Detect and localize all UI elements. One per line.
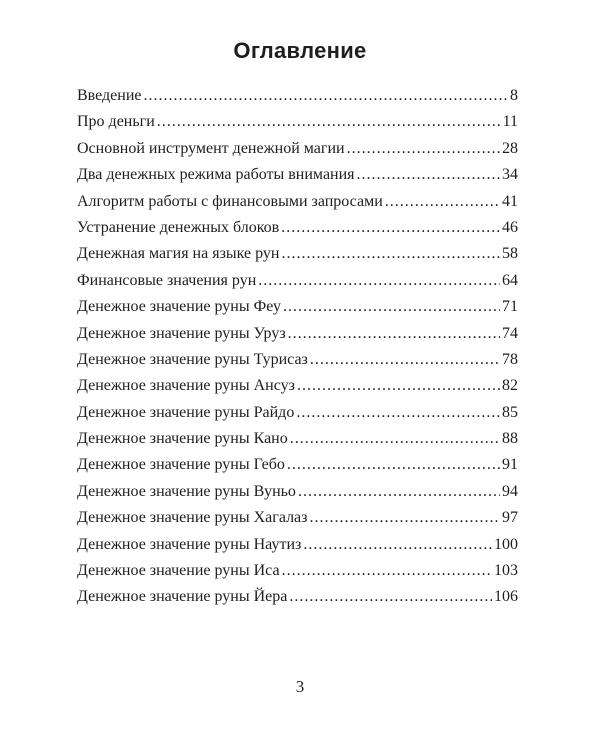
toc-entry-page: 78 (502, 350, 518, 368)
toc-entry-label: Денежное значение руны Турисаз (77, 350, 308, 368)
toc-entry (77, 162, 518, 188)
toc-entry-label: Денежное значение руны Ансуз (77, 377, 295, 395)
toc-entry (77, 321, 518, 347)
toc-entry (77, 268, 518, 294)
toc-entry-label: Финансовые значения рун (77, 271, 257, 289)
toc-entry (77, 426, 518, 452)
toc-entry-page: 100 (494, 535, 518, 553)
toc-entry (77, 347, 518, 373)
toc-entry-page: 103 (494, 562, 518, 580)
toc-entry-page: 46 (502, 218, 518, 236)
dot-leader (281, 241, 500, 267)
toc-entry (77, 83, 518, 109)
toc-entry-label: Денежное значение руны Иса (77, 562, 280, 580)
toc-entry-label: Устранение денежных блоков (77, 218, 280, 236)
dot-leader (283, 294, 500, 320)
toc-entry-label: Денежное значение руны Вуньо (77, 482, 296, 500)
toc-entry-page: 82 (502, 377, 518, 395)
toc-entry (77, 189, 518, 215)
dot-leader (157, 109, 501, 135)
toc-entry-page: 11 (502, 113, 518, 131)
toc-entry-page: 41 (502, 192, 518, 210)
dot-leader (347, 136, 500, 162)
toc-entry (77, 136, 518, 162)
toc-entry-page: 91 (502, 456, 518, 474)
toc-entry-page: 74 (502, 324, 518, 342)
dot-leader (385, 189, 500, 215)
toc-entry-label: Денежное значение руны Феу (77, 298, 281, 316)
toc-entry-label: Денежное значение руны Гебо (77, 456, 285, 474)
dot-leader (282, 558, 492, 584)
toc-entry (77, 400, 518, 426)
toc-entry-label: Денежное значение руны Кано (77, 430, 288, 448)
toc-entry (77, 584, 518, 610)
toc-entry (77, 109, 518, 135)
toc-entry (77, 532, 518, 558)
dot-leader (287, 452, 500, 478)
toc-entry-page: 28 (502, 139, 518, 157)
toc-entry-page: 97 (502, 509, 518, 527)
page-number: 3 (295, 677, 305, 696)
toc-entry-label: Два денежных режима работы внимания (77, 166, 355, 184)
toc-entry-page: 71 (502, 298, 518, 316)
toc-list (77, 83, 518, 611)
toc-entry-page: 58 (502, 245, 518, 263)
toc-entry-page: 8 (510, 87, 518, 104)
toc-entry-label: Денежная магия на языке рун (77, 245, 280, 263)
toc-entry-page: 64 (502, 271, 518, 289)
dot-leader (309, 505, 500, 531)
dot-leader (296, 400, 500, 426)
toc-entry-label: Введение (77, 87, 142, 104)
dot-leader (303, 532, 492, 558)
toc-entry (77, 294, 518, 320)
toc-entry (77, 479, 518, 505)
dot-leader (289, 584, 492, 610)
toc-entry-page: 94 (502, 482, 518, 500)
toc-entry (77, 452, 518, 478)
toc-entry-label: Алгоритм работы с финансовыми запросами (77, 192, 383, 210)
toc-entry-label: Денежное значение руны Йера (77, 588, 288, 606)
toc-entry (77, 215, 518, 241)
toc-entry-page: 34 (502, 166, 518, 184)
toc-entry (77, 505, 518, 531)
toc-entry (77, 241, 518, 267)
toc-entry-label: Денежное значение руны Уруз (77, 324, 286, 342)
dot-leader (297, 373, 500, 399)
toc-entry-page: 88 (502, 430, 518, 448)
toc-entry-label: Денежное значение руны Наутиз (77, 535, 302, 553)
dot-leader (288, 321, 500, 347)
toc-entry-page: 85 (502, 403, 518, 421)
dot-leader (357, 162, 500, 188)
toc-entry (77, 373, 518, 399)
toc-entry-label: Про деньги (77, 113, 155, 131)
dot-leader (290, 426, 500, 452)
toc-entry (77, 558, 518, 584)
page-title: Оглавление (233, 38, 367, 63)
dot-leader (298, 479, 500, 505)
toc-entry-page: 106 (494, 588, 518, 606)
toc-entry-label: Основной инструмент денежной магии (77, 139, 345, 157)
dot-leader (144, 83, 509, 109)
dot-leader (258, 268, 500, 294)
dot-leader (310, 347, 500, 373)
toc-entry-label: Денежное значение руны Райдо (77, 403, 295, 421)
dot-leader (281, 215, 500, 241)
toc-entry-label: Денежное значение руны Хагалаз (77, 509, 308, 527)
